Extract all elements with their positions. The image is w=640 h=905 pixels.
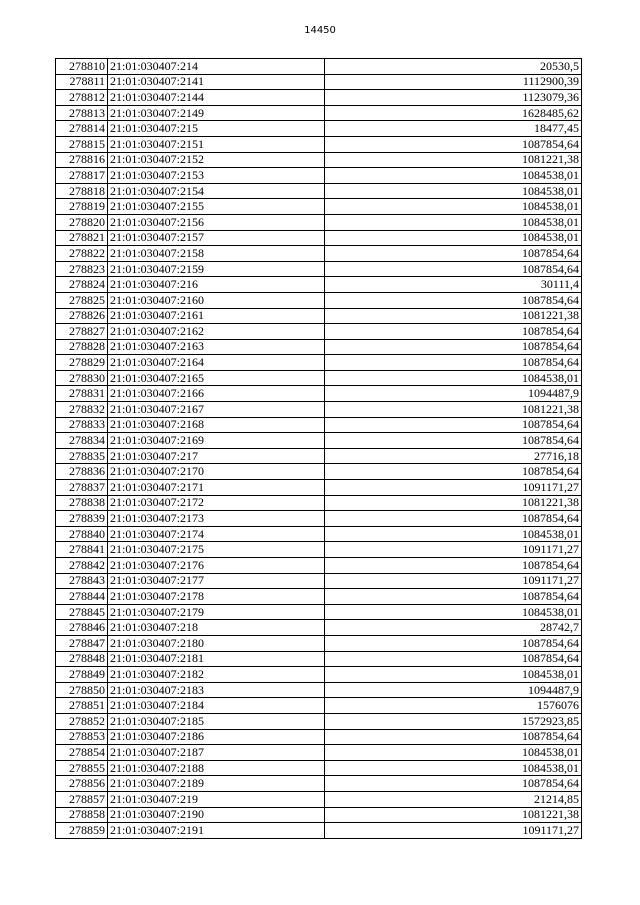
row-number-cell: 278840 (56, 526, 108, 542)
row-number-cell: 278855 (56, 760, 108, 776)
cadastral-number-cell: 21:01:030407:2173 (108, 511, 325, 527)
value-cell: 28742,7 (325, 620, 582, 636)
row-number-cell: 278826 (56, 308, 108, 324)
value-cell: 1572923,85 (325, 713, 582, 729)
row-number-cell: 278815 (56, 136, 108, 152)
value-cell: 1084538,01 (325, 760, 582, 776)
value-cell: 1087854,64 (325, 729, 582, 745)
value-cell: 1081221,38 (325, 402, 582, 418)
cadastral-number-cell: 21:01:030407:2167 (108, 402, 325, 418)
row-number-cell: 278816 (56, 152, 108, 168)
row-number-cell: 278835 (56, 448, 108, 464)
table-row (56, 402, 582, 418)
value-cell: 1087854,64 (325, 464, 582, 480)
table-row (56, 682, 582, 698)
cadastral-number-cell: 21:01:030407:2155 (108, 199, 325, 215)
cadastral-number-cell: 21:01:030407:2164 (108, 355, 325, 371)
value-cell: 1084538,01 (325, 604, 582, 620)
row-number-cell: 278856 (56, 776, 108, 792)
table-row (56, 433, 582, 449)
table-row (56, 791, 582, 807)
table-row (56, 760, 582, 776)
cadastral-number-cell: 21:01:030407:219 (108, 791, 325, 807)
value-cell: 1094487,9 (325, 682, 582, 698)
table-row (56, 448, 582, 464)
row-number-cell: 278810 (56, 59, 108, 75)
value-cell: 1087854,64 (325, 511, 582, 527)
cadastral-number-cell: 21:01:030407:2144 (108, 90, 325, 106)
cadastral-number-cell: 21:01:030407:2153 (108, 168, 325, 184)
row-number-cell: 278821 (56, 230, 108, 246)
value-cell: 1084538,01 (325, 199, 582, 215)
value-cell: 1087854,64 (325, 292, 582, 308)
row-number-cell: 278851 (56, 698, 108, 714)
value-cell: 1087854,64 (325, 136, 582, 152)
row-number-cell: 278854 (56, 745, 108, 761)
table-row (56, 807, 582, 823)
table-row (56, 589, 582, 605)
table-row (56, 370, 582, 386)
value-cell: 1087854,64 (325, 589, 582, 605)
value-cell: 1084538,01 (325, 745, 582, 761)
row-number-cell: 278844 (56, 589, 108, 605)
row-number-cell: 278848 (56, 651, 108, 667)
value-cell: 1081221,38 (325, 495, 582, 511)
cadastral-number-cell: 21:01:030407:2159 (108, 261, 325, 277)
table-row (56, 573, 582, 589)
row-number-cell: 278830 (56, 370, 108, 386)
row-number-cell: 278833 (56, 417, 108, 433)
cadastral-number-cell: 21:01:030407:2190 (108, 807, 325, 823)
cadastral-number-cell: 21:01:030407:2163 (108, 339, 325, 355)
row-number-cell: 278857 (56, 791, 108, 807)
cadastral-number-cell: 21:01:030407:2184 (108, 698, 325, 714)
row-number-cell: 278838 (56, 495, 108, 511)
table-row (56, 152, 582, 168)
row-number-cell: 278858 (56, 807, 108, 823)
row-number-cell: 278824 (56, 277, 108, 293)
cadastral-number-cell: 21:01:030407:2151 (108, 136, 325, 152)
cadastral-number-cell: 21:01:030407:2157 (108, 230, 325, 246)
value-cell: 1123079,36 (325, 90, 582, 106)
cadastral-number-cell: 21:01:030407:215 (108, 121, 325, 137)
table-row (56, 651, 582, 667)
table-row (56, 511, 582, 527)
cadastral-number-cell: 21:01:030407:2191 (108, 823, 325, 839)
table-row (56, 214, 582, 230)
table-row (56, 183, 582, 199)
cadastral-number-cell: 21:01:030407:2156 (108, 214, 325, 230)
registry-table-body (56, 59, 582, 839)
value-cell: 1091171,27 (325, 480, 582, 496)
table-row (56, 698, 582, 714)
value-cell: 30111,4 (325, 277, 582, 293)
row-number-cell: 278819 (56, 199, 108, 215)
cadastral-number-cell: 21:01:030407:2185 (108, 713, 325, 729)
row-number-cell: 278829 (56, 355, 108, 371)
table-row (56, 776, 582, 792)
value-cell: 1081221,38 (325, 152, 582, 168)
cadastral-number-cell: 21:01:030407:2149 (108, 105, 325, 121)
table-row (56, 635, 582, 651)
cadastral-number-cell: 21:01:030407:2172 (108, 495, 325, 511)
row-number-cell: 278812 (56, 90, 108, 106)
table-row (56, 168, 582, 184)
row-number-cell: 278836 (56, 464, 108, 480)
row-number-cell: 278853 (56, 729, 108, 745)
value-cell: 1091171,27 (325, 542, 582, 558)
table-row (56, 667, 582, 683)
table-row (56, 542, 582, 558)
cadastral-number-cell: 21:01:030407:2189 (108, 776, 325, 792)
value-cell: 1084538,01 (325, 370, 582, 386)
cadastral-number-cell: 21:01:030407:2170 (108, 464, 325, 480)
row-number-cell: 278811 (56, 74, 108, 90)
value-cell: 1087854,64 (325, 261, 582, 277)
value-cell: 1087854,64 (325, 776, 582, 792)
table-row (56, 277, 582, 293)
table-row (56, 74, 582, 90)
value-cell: 1087854,64 (325, 651, 582, 667)
value-cell: 1084538,01 (325, 168, 582, 184)
table-row (56, 261, 582, 277)
value-cell: 1091171,27 (325, 573, 582, 589)
table-row (56, 230, 582, 246)
cadastral-number-cell: 21:01:030407:218 (108, 620, 325, 636)
cadastral-number-cell: 21:01:030407:2171 (108, 480, 325, 496)
row-number-cell: 278859 (56, 823, 108, 839)
row-number-cell: 278846 (56, 620, 108, 636)
value-cell: 1112900,39 (325, 74, 582, 90)
row-number-cell: 278845 (56, 604, 108, 620)
row-number-cell: 278822 (56, 246, 108, 262)
value-cell: 1084538,01 (325, 183, 582, 199)
row-number-cell: 278831 (56, 386, 108, 402)
row-number-cell: 278818 (56, 183, 108, 199)
value-cell: 20530,5 (325, 59, 582, 75)
row-number-cell: 278842 (56, 558, 108, 574)
table-row (56, 246, 582, 262)
value-cell: 1094487,9 (325, 386, 582, 402)
value-cell: 27716,18 (325, 448, 582, 464)
registry-table (55, 58, 582, 839)
cadastral-number-cell: 21:01:030407:216 (108, 277, 325, 293)
value-cell: 1087854,64 (325, 324, 582, 340)
value-cell: 1087854,64 (325, 355, 582, 371)
cadastral-number-cell: 21:01:030407:2188 (108, 760, 325, 776)
row-number-cell: 278813 (56, 105, 108, 121)
table-row (56, 386, 582, 402)
cadastral-number-cell: 21:01:030407:2182 (108, 667, 325, 683)
table-row (56, 308, 582, 324)
table-row (56, 729, 582, 745)
page-number: 14450 (304, 25, 336, 36)
row-number-cell: 278837 (56, 480, 108, 496)
table-row (56, 136, 582, 152)
table-row (56, 121, 582, 137)
table-row (56, 495, 582, 511)
cadastral-number-cell: 21:01:030407:2166 (108, 386, 325, 402)
table-row (56, 90, 582, 106)
table-row (56, 199, 582, 215)
cadastral-number-cell: 21:01:030407:2175 (108, 542, 325, 558)
value-cell: 1087854,64 (325, 339, 582, 355)
table-row (56, 59, 582, 75)
row-number-cell: 278828 (56, 339, 108, 355)
row-number-cell: 278823 (56, 261, 108, 277)
table-row (56, 355, 582, 371)
cadastral-number-cell: 21:01:030407:2158 (108, 246, 325, 262)
value-cell: 1087854,64 (325, 246, 582, 262)
cadastral-number-cell: 21:01:030407:2168 (108, 417, 325, 433)
value-cell: 1081221,38 (325, 308, 582, 324)
row-number-cell: 278832 (56, 402, 108, 418)
cadastral-number-cell: 21:01:030407:2178 (108, 589, 325, 605)
row-number-cell: 278814 (56, 121, 108, 137)
row-number-cell: 278817 (56, 168, 108, 184)
cadastral-number-cell: 21:01:030407:2176 (108, 558, 325, 574)
table-row (56, 604, 582, 620)
value-cell: 1628485,62 (325, 105, 582, 121)
cadastral-number-cell: 21:01:030407:214 (108, 59, 325, 75)
cadastral-number-cell: 21:01:030407:2169 (108, 433, 325, 449)
row-number-cell: 278825 (56, 292, 108, 308)
value-cell: 1576076 (325, 698, 582, 714)
table-row (56, 526, 582, 542)
value-cell: 1084538,01 (325, 230, 582, 246)
table-row (56, 823, 582, 839)
cadastral-number-cell: 21:01:030407:2186 (108, 729, 325, 745)
value-cell: 1087854,64 (325, 635, 582, 651)
value-cell: 1087854,64 (325, 433, 582, 449)
cadastral-number-cell: 21:01:030407:2187 (108, 745, 325, 761)
row-number-cell: 278834 (56, 433, 108, 449)
value-cell: 21214,85 (325, 791, 582, 807)
table-row (56, 105, 582, 121)
table-row (56, 417, 582, 433)
cadastral-number-cell: 21:01:030407:2162 (108, 324, 325, 340)
value-cell: 1081221,38 (325, 807, 582, 823)
cadastral-number-cell: 21:01:030407:2165 (108, 370, 325, 386)
cadastral-number-cell: 21:01:030407:2141 (108, 74, 325, 90)
row-number-cell: 278852 (56, 713, 108, 729)
value-cell: 18477,45 (325, 121, 582, 137)
row-number-cell: 278843 (56, 573, 108, 589)
value-cell: 1091171,27 (325, 823, 582, 839)
cadastral-number-cell: 21:01:030407:2179 (108, 604, 325, 620)
row-number-cell: 278850 (56, 682, 108, 698)
cadastral-number-cell: 21:01:030407:2161 (108, 308, 325, 324)
row-number-cell: 278841 (56, 542, 108, 558)
table-row (56, 292, 582, 308)
value-cell: 1084538,01 (325, 214, 582, 230)
value-cell: 1084538,01 (325, 667, 582, 683)
cadastral-number-cell: 21:01:030407:2160 (108, 292, 325, 308)
cadastral-number-cell: 21:01:030407:217 (108, 448, 325, 464)
cadastral-number-cell: 21:01:030407:2180 (108, 635, 325, 651)
value-cell: 1087854,64 (325, 558, 582, 574)
row-number-cell: 278849 (56, 667, 108, 683)
table-row (56, 745, 582, 761)
cadastral-number-cell: 21:01:030407:2152 (108, 152, 325, 168)
table-row (56, 480, 582, 496)
table-row (56, 324, 582, 340)
cadastral-number-cell: 21:01:030407:2183 (108, 682, 325, 698)
cadastral-number-cell: 21:01:030407:2174 (108, 526, 325, 542)
table-row (56, 558, 582, 574)
table-row (56, 620, 582, 636)
table-row (56, 339, 582, 355)
cadastral-number-cell: 21:01:030407:2154 (108, 183, 325, 199)
value-cell: 1087854,64 (325, 417, 582, 433)
row-number-cell: 278820 (56, 214, 108, 230)
table-row (56, 464, 582, 480)
row-number-cell: 278827 (56, 324, 108, 340)
cadastral-number-cell: 21:01:030407:2177 (108, 573, 325, 589)
cadastral-number-cell: 21:01:030407:2181 (108, 651, 325, 667)
table-row (56, 713, 582, 729)
value-cell: 1084538,01 (325, 526, 582, 542)
row-number-cell: 278839 (56, 511, 108, 527)
row-number-cell: 278847 (56, 635, 108, 651)
